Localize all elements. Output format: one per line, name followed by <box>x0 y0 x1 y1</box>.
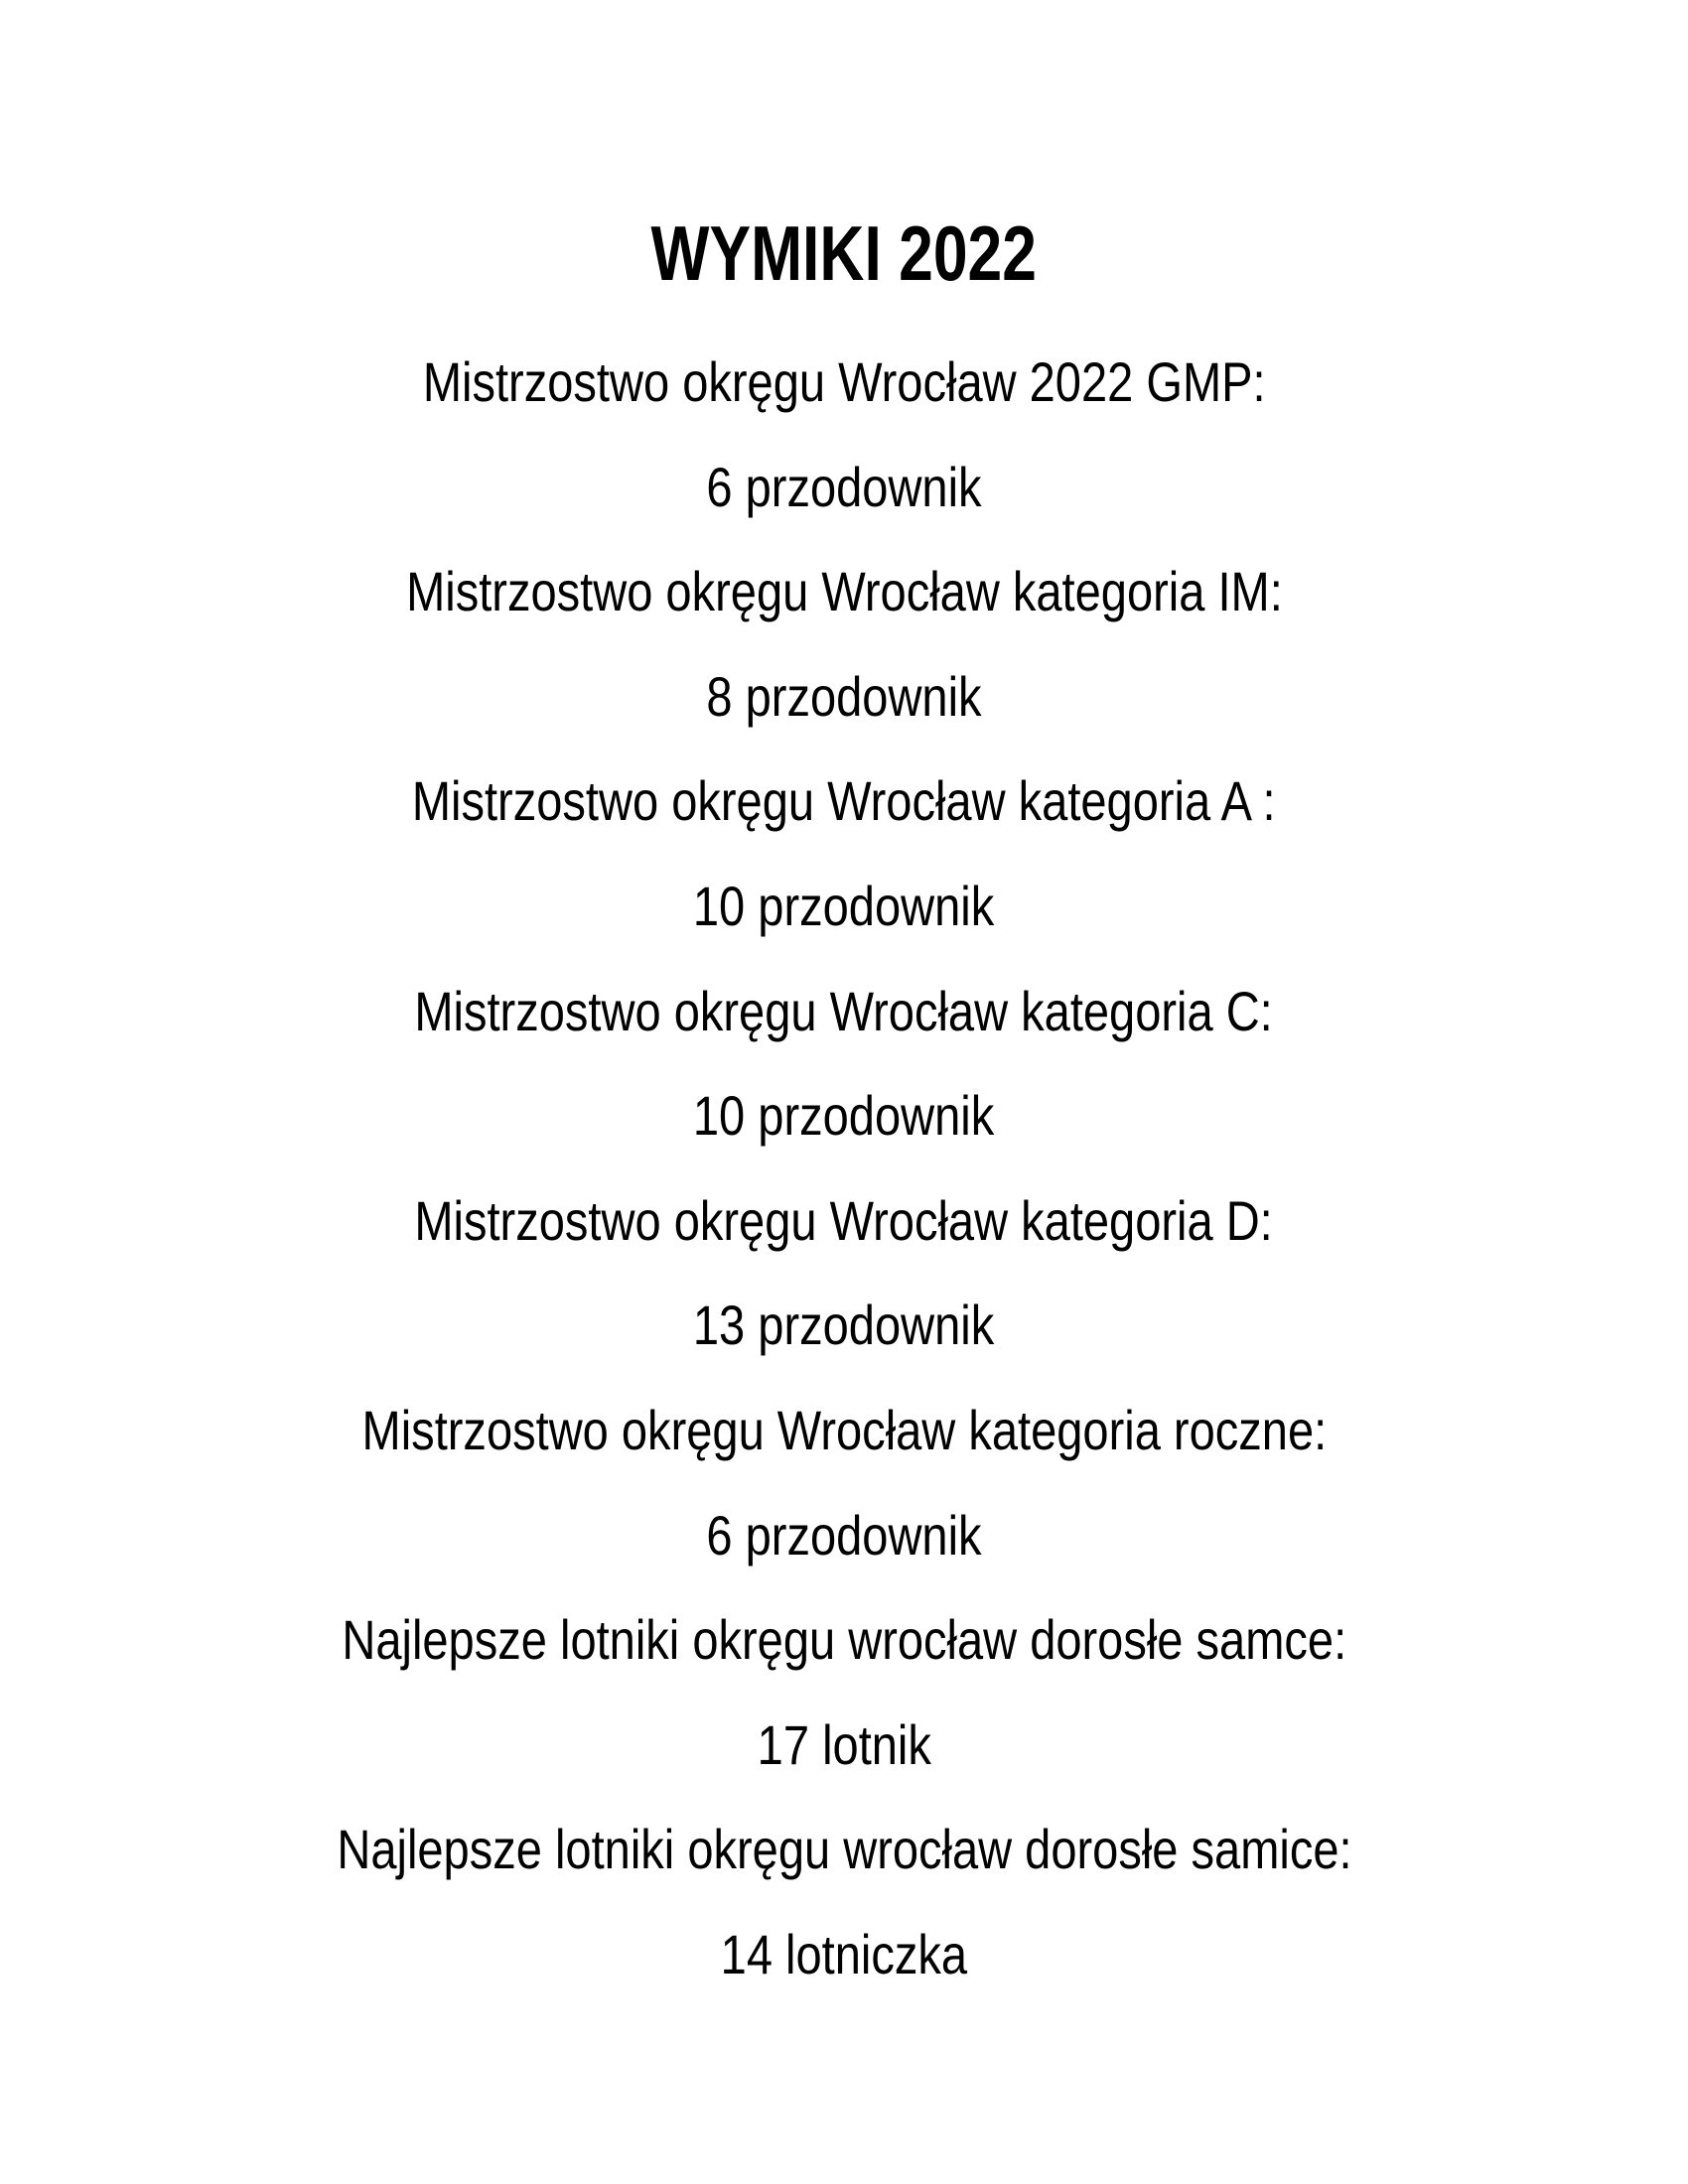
result-line-text: Najlepsze lotniki okręgu wrocław dorosłe samce: <box>342 1608 1346 1672</box>
result-line-text: Mistrzostwo okręgu Wrocław kategoria A : <box>412 769 1276 833</box>
document-title <box>0 204 1688 303</box>
result-line <box>0 1378 1688 1483</box>
result-line <box>0 749 1688 854</box>
result-line <box>0 1168 1688 1274</box>
result-line <box>0 1587 1688 1693</box>
result-line <box>0 1063 1688 1168</box>
result-line <box>0 435 1688 540</box>
result-line-text: 8 przodownik <box>706 664 982 728</box>
result-line <box>0 1483 1688 1588</box>
result-line <box>0 1902 1688 2007</box>
result-line-text: Mistrzostwo okręgu Wrocław kategoria IM: <box>405 560 1283 623</box>
result-line <box>0 1693 1688 1798</box>
result-line <box>0 330 1688 435</box>
result-line <box>0 854 1688 959</box>
result-line-text: 10 przodownik <box>693 1084 995 1148</box>
result-line-text: 17 lotnik <box>757 1712 931 1776</box>
result-line <box>0 644 1688 750</box>
result-line-text: Mistrzostwo okręgu Wrocław kategoria C: <box>414 979 1274 1042</box>
result-line-text: 6 przodownik <box>706 1503 982 1567</box>
result-line-text: 14 lotniczka <box>720 1922 968 1985</box>
result-line-text: Mistrzostwo okręgu Wrocław kategoria roczne: <box>361 1398 1327 1461</box>
document-title-text: WYMIKI 2022 <box>650 209 1038 297</box>
result-line <box>0 539 1688 644</box>
result-line-text: 13 przodownik <box>693 1294 995 1357</box>
result-line-text: 6 przodownik <box>706 455 982 518</box>
result-line-text: Mistrzostwo okręgu Wrocław kategoria D: <box>414 1188 1274 1252</box>
result-line-text: Mistrzostwo okręgu Wrocław 2022 GMP: <box>422 350 1266 413</box>
result-line-text: 10 przodownik <box>693 874 995 937</box>
result-line <box>0 959 1688 1064</box>
result-line <box>0 1797 1688 1902</box>
result-line-text: Najlepsze lotniki okręgu wrocław dorosłe samice: <box>336 1818 1352 1881</box>
result-line <box>0 1273 1688 1378</box>
